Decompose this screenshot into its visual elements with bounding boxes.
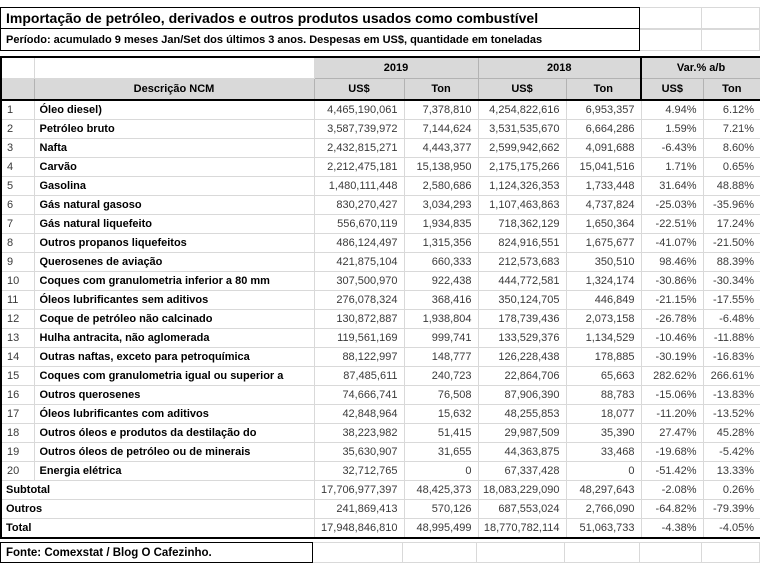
row-number-cell: 10 (1, 272, 34, 291)
var-ton-cell: 8.60% (703, 139, 760, 158)
ton-2018-cell: 0 (566, 462, 641, 481)
table-row (1, 291, 760, 310)
ton-2018-cell: 1,134,529 (566, 329, 641, 348)
var-ton-cell: -17.55% (703, 291, 760, 310)
row-number-cell: 4 (1, 158, 34, 177)
row-number-cell: 5 (1, 177, 34, 196)
usd-2019-cell: 556,670,119 (314, 215, 404, 234)
ton-2019-cell: 148,777 (404, 348, 478, 367)
var-usd-column-header: US$ (641, 79, 703, 101)
ton-2018-cell: 51,063,733 (566, 519, 641, 539)
var-usd-cell: -10.46% (641, 329, 703, 348)
var-usd-cell: -25.03% (641, 196, 703, 215)
ton-2018-cell: 4,737,824 (566, 196, 641, 215)
summary-label-cell: Total (1, 519, 314, 539)
usd-2019-cell: 38,223,982 (314, 424, 404, 443)
row-description-cell: Outros propanos liquefeitos (34, 234, 314, 253)
ton-2019-cell: 2,580,686 (404, 177, 478, 196)
var-ton-cell: -35.96% (703, 196, 760, 215)
usd-2018-cell: 178,739,436 (478, 310, 566, 329)
table-row (1, 196, 760, 215)
ton-2018-cell: 350,510 (566, 253, 641, 272)
ton-2019-cell: 4,443,377 (404, 139, 478, 158)
usd-2018-cell: 2,599,942,662 (478, 139, 566, 158)
row-number-cell: 15 (1, 367, 34, 386)
row-description-cell: Coques com granulometria inferior a 80 mm (34, 272, 314, 291)
ton-2019-cell: 15,632 (404, 405, 478, 424)
summary-row (1, 481, 760, 500)
var-usd-cell: -15.06% (641, 386, 703, 405)
ton-2019-cell: 76,508 (404, 386, 478, 405)
ton-2018-column-header: Ton (566, 79, 641, 101)
usd-2018-column-header: US$ (478, 79, 566, 101)
usd-2019-cell: 42,848,964 (314, 405, 404, 424)
page-title: Importação de petróleo, derivados e outros produtos usados como combustível (0, 7, 640, 29)
var-usd-cell: -64.82% (641, 500, 703, 519)
var-usd-cell: -41.07% (641, 234, 703, 253)
row-description-cell: Outros querosenes (34, 386, 314, 405)
table-row (1, 100, 760, 120)
usd-2018-cell: 22,864,706 (478, 367, 566, 386)
ton-2018-cell: 6,664,286 (566, 120, 641, 139)
var-ton-cell: 7.21% (703, 120, 760, 139)
ton-2018-cell: 1,733,448 (566, 177, 641, 196)
usd-2019-cell: 119,561,169 (314, 329, 404, 348)
usd-2019-cell: 17,948,846,810 (314, 519, 404, 539)
year-header-row (1, 57, 760, 79)
imports-table (0, 56, 760, 539)
usd-2019-cell: 3,587,739,972 (314, 120, 404, 139)
table-row (1, 158, 760, 177)
summary-label-cell: Subtotal (1, 481, 314, 500)
row-number-cell: 1 (1, 100, 34, 120)
ton-2018-cell: 1,675,677 (566, 234, 641, 253)
var-ton-cell: -6.48% (703, 310, 760, 329)
source-note: Fonte: Comexstat / Blog O Cafezinho. (0, 542, 313, 563)
var-ton-cell: -16.83% (703, 348, 760, 367)
row-description-cell: Outros óleos de petróleo ou de minerais (34, 443, 314, 462)
ton-2019-cell: 0 (404, 462, 478, 481)
year-header-2019: 2019 (314, 57, 478, 79)
var-ton-cell: 17.24% (703, 215, 760, 234)
ton-2018-cell: 35,390 (566, 424, 641, 443)
row-number-cell: 20 (1, 462, 34, 481)
row-number-cell: 11 (1, 291, 34, 310)
usd-2019-cell: 87,485,611 (314, 367, 404, 386)
row-number-cell: 7 (1, 215, 34, 234)
ton-2019-cell: 1,934,835 (404, 215, 478, 234)
usd-2018-cell: 824,916,551 (478, 234, 566, 253)
ton-2018-cell: 88,783 (566, 386, 641, 405)
ton-2019-cell: 31,655 (404, 443, 478, 462)
var-ton-cell: -13.52% (703, 405, 760, 424)
column-header-row (1, 79, 760, 101)
usd-2019-cell: 421,875,104 (314, 253, 404, 272)
empty-cell (640, 29, 702, 51)
usd-2019-cell: 276,078,324 (314, 291, 404, 310)
var-usd-cell: 1.59% (641, 120, 703, 139)
row-number-cell: 19 (1, 443, 34, 462)
var-usd-cell: -11.20% (641, 405, 703, 424)
usd-2018-cell: 4,254,822,616 (478, 100, 566, 120)
row-description-cell: Coques com granulometria igual ou superior a (34, 367, 314, 386)
usd-2018-cell: 133,529,376 (478, 329, 566, 348)
table-row (1, 405, 760, 424)
var-usd-cell: 282.62% (641, 367, 703, 386)
table-header (1, 57, 760, 100)
var-usd-cell: -4.38% (641, 519, 703, 539)
usd-2018-cell: 1,107,463,863 (478, 196, 566, 215)
var-usd-cell: 4.94% (641, 100, 703, 120)
ton-2018-cell: 1,324,174 (566, 272, 641, 291)
table-row (1, 424, 760, 443)
table-row (1, 215, 760, 234)
row-description-cell: Energia elétrica (34, 462, 314, 481)
row-description-cell: Gás natural gasoso (34, 196, 314, 215)
row-number-cell: 3 (1, 139, 34, 158)
row-description-cell: Carvão (34, 158, 314, 177)
ton-2018-cell: 18,077 (566, 405, 641, 424)
usd-2019-column-header: US$ (314, 79, 404, 101)
page-subtitle: Período: acumulado 9 meses Jan/Set dos últimos 3 anos. Despesas em US$, quantidade em toneladas (0, 29, 640, 51)
empty-header-cell (1, 57, 34, 79)
ton-2019-cell: 48,425,373 (404, 481, 478, 500)
row-description-cell: Outras naftas, exceto para petroquímica (34, 348, 314, 367)
ton-2018-cell: 446,849 (566, 291, 641, 310)
usd-2018-cell: 350,124,705 (478, 291, 566, 310)
usd-2019-cell: 2,212,475,181 (314, 158, 404, 177)
row-number-cell: 6 (1, 196, 34, 215)
row-number-cell: 2 (1, 120, 34, 139)
var-usd-cell: -2.08% (641, 481, 703, 500)
usd-2018-cell: 718,362,129 (478, 215, 566, 234)
ton-2018-cell: 2,766,090 (566, 500, 641, 519)
empty-header-cell (1, 79, 34, 101)
var-ton-cell: -79.39% (703, 500, 760, 519)
row-number-cell: 17 (1, 405, 34, 424)
usd-2019-cell: 1,480,111,448 (314, 177, 404, 196)
usd-2019-cell: 4,465,190,061 (314, 100, 404, 120)
var-usd-cell: -6.43% (641, 139, 703, 158)
usd-2018-cell: 687,553,024 (478, 500, 566, 519)
year-header-2018: 2018 (478, 57, 641, 79)
var-ton-cell: 88.39% (703, 253, 760, 272)
table-row (1, 310, 760, 329)
usd-2019-cell: 486,124,497 (314, 234, 404, 253)
table-row (1, 253, 760, 272)
usd-2019-cell: 35,630,907 (314, 443, 404, 462)
usd-2018-cell: 2,175,175,266 (478, 158, 566, 177)
ton-2018-cell: 65,663 (566, 367, 641, 386)
summary-row (1, 500, 760, 519)
row-description-cell: Gás natural liquefeito (34, 215, 314, 234)
row-number-cell: 8 (1, 234, 34, 253)
ton-2018-cell: 2,073,158 (566, 310, 641, 329)
description-column-header: Descrição NCM (34, 79, 314, 101)
ton-2018-cell: 48,297,643 (566, 481, 641, 500)
table-row (1, 139, 760, 158)
var-usd-cell: -19.68% (641, 443, 703, 462)
var-usd-cell: -22.51% (641, 215, 703, 234)
title-band (0, 7, 760, 51)
table-row (1, 177, 760, 196)
row-description-cell: Óleo diesel) (34, 100, 314, 120)
var-usd-cell: 98.46% (641, 253, 703, 272)
row-description-cell: Querosenes de aviação (34, 253, 314, 272)
table-row (1, 462, 760, 481)
ton-2019-cell: 7,144,624 (404, 120, 478, 139)
usd-2019-cell: 241,869,413 (314, 500, 404, 519)
var-ton-cell: 6.12% (703, 100, 760, 120)
ton-2018-cell: 33,468 (566, 443, 641, 462)
summary-row (1, 519, 760, 539)
var-ton-cell: 0.65% (703, 158, 760, 177)
var-ton-cell: -30.34% (703, 272, 760, 291)
var-ton-cell: 266.61% (703, 367, 760, 386)
usd-2018-cell: 87,906,390 (478, 386, 566, 405)
row-description-cell: Outros óleos e produtos da destilação do (34, 424, 314, 443)
usd-2018-cell: 18,770,782,114 (478, 519, 566, 539)
var-ton-cell: 48.88% (703, 177, 760, 196)
row-description-cell: Óleos lubrificantes com aditivos (34, 405, 314, 424)
table-summary (1, 481, 760, 539)
var-ton-cell: -21.50% (703, 234, 760, 253)
var-ton-cell: 0.26% (703, 481, 760, 500)
usd-2018-cell: 212,573,683 (478, 253, 566, 272)
ton-2019-cell: 660,333 (404, 253, 478, 272)
usd-2018-cell: 67,337,428 (478, 462, 566, 481)
ton-2019-cell: 48,995,499 (404, 519, 478, 539)
table-row (1, 120, 760, 139)
table-row (1, 272, 760, 291)
table-row (1, 329, 760, 348)
ton-2019-cell: 240,723 (404, 367, 478, 386)
row-number-cell: 16 (1, 386, 34, 405)
ton-2019-cell: 570,126 (404, 500, 478, 519)
row-description-cell: Petróleo bruto (34, 120, 314, 139)
usd-2018-cell: 1,124,326,353 (478, 177, 566, 196)
var-usd-cell: -51.42% (641, 462, 703, 481)
summary-label-cell: Outros (1, 500, 314, 519)
var-usd-cell: -26.78% (641, 310, 703, 329)
usd-2018-cell: 48,255,853 (478, 405, 566, 424)
usd-2019-cell: 74,666,741 (314, 386, 404, 405)
empty-header-cell (34, 57, 314, 79)
ton-2018-cell: 1,650,364 (566, 215, 641, 234)
table-row (1, 386, 760, 405)
ton-2019-cell: 15,138,950 (404, 158, 478, 177)
ton-2019-cell: 1,938,804 (404, 310, 478, 329)
empty-cell (640, 7, 702, 29)
ton-2018-cell: 6,953,357 (566, 100, 641, 120)
var-ton-cell: -13.83% (703, 386, 760, 405)
table-row (1, 367, 760, 386)
usd-2018-cell: 29,987,509 (478, 424, 566, 443)
row-number-cell: 13 (1, 329, 34, 348)
ton-2019-cell: 51,415 (404, 424, 478, 443)
row-description-cell: Óleos lubrificantes sem aditivos (34, 291, 314, 310)
var-usd-cell: -30.19% (641, 348, 703, 367)
var-ton-cell: 45.28% (703, 424, 760, 443)
usd-2019-cell: 17,706,977,397 (314, 481, 404, 500)
var-usd-cell: -30.86% (641, 272, 703, 291)
var-header: Var.% a/b (641, 57, 760, 79)
row-number-cell: 12 (1, 310, 34, 329)
usd-2018-cell: 3,531,535,670 (478, 120, 566, 139)
usd-2018-cell: 444,772,581 (478, 272, 566, 291)
var-ton-cell: 13.33% (703, 462, 760, 481)
ton-2019-cell: 7,378,810 (404, 100, 478, 120)
var-ton-cell: -4.05% (703, 519, 760, 539)
table-row (1, 348, 760, 367)
row-description-cell: Hulha antracita, não aglomerada (34, 329, 314, 348)
row-number-cell: 14 (1, 348, 34, 367)
usd-2019-cell: 88,122,997 (314, 348, 404, 367)
ton-2019-column-header: Ton (404, 79, 478, 101)
ton-2018-cell: 4,091,688 (566, 139, 641, 158)
ton-2019-cell: 922,438 (404, 272, 478, 291)
row-number-cell: 9 (1, 253, 34, 272)
usd-2019-cell: 830,270,427 (314, 196, 404, 215)
ton-2019-cell: 368,416 (404, 291, 478, 310)
usd-2019-cell: 307,500,970 (314, 272, 404, 291)
table-body (1, 100, 760, 481)
usd-2019-cell: 2,432,815,271 (314, 139, 404, 158)
ton-2018-cell: 178,885 (566, 348, 641, 367)
row-description-cell: Gasolina (34, 177, 314, 196)
usd-2019-cell: 130,872,887 (314, 310, 404, 329)
ton-2019-cell: 1,315,356 (404, 234, 478, 253)
ton-2019-cell: 3,034,293 (404, 196, 478, 215)
usd-2019-cell: 32,712,765 (314, 462, 404, 481)
var-usd-cell: 27.47% (641, 424, 703, 443)
row-description-cell: Nafta (34, 139, 314, 158)
var-usd-cell: 1.71% (641, 158, 703, 177)
var-usd-cell: -21.15% (641, 291, 703, 310)
ton-2018-cell: 15,041,516 (566, 158, 641, 177)
var-usd-cell: 31.64% (641, 177, 703, 196)
usd-2018-cell: 44,363,875 (478, 443, 566, 462)
var-ton-cell: -11.88% (703, 329, 760, 348)
row-number-cell: 18 (1, 424, 34, 443)
table-row (1, 443, 760, 462)
ton-2019-cell: 999,741 (404, 329, 478, 348)
var-ton-cell: -5.42% (703, 443, 760, 462)
row-description-cell: Coque de petróleo não calcinado (34, 310, 314, 329)
table-row (1, 234, 760, 253)
var-ton-column-header: Ton (703, 79, 760, 101)
usd-2018-cell: 18,083,229,090 (478, 481, 566, 500)
empty-cell (702, 29, 760, 51)
empty-cell (702, 7, 760, 29)
usd-2018-cell: 126,228,438 (478, 348, 566, 367)
